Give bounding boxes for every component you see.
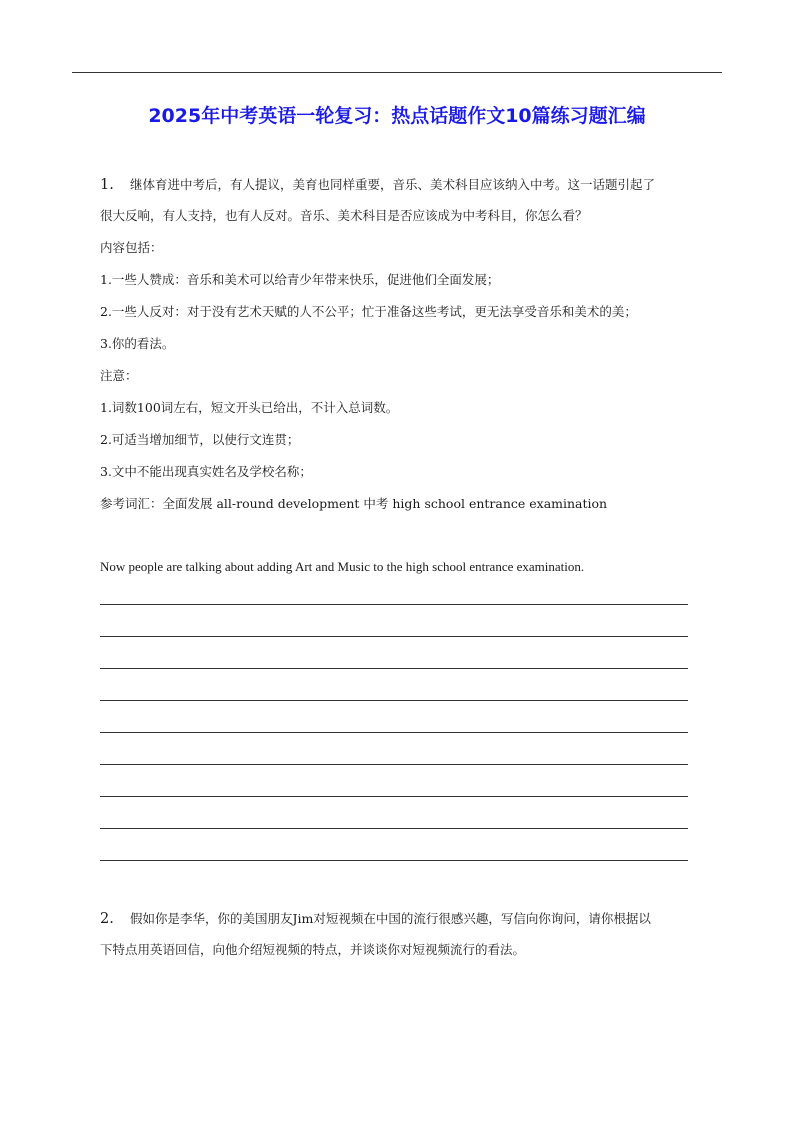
note-2: 2.可适当增加细节，以使行文连贯； [100,432,300,447]
answer-line[interactable] [100,796,688,797]
answer-lines[interactable] [100,604,688,892]
question-1-prompt-line-1: 继体育进中考后，有人提议，美育也同样重要，音乐、美术科目应该纳入中考。这一话题引起了 [130,177,656,192]
content-point-3: 3.你的看法。 [100,336,175,351]
reference-vocabulary: 参考词汇：全面发展 all-round development 中考 high school entrance examination [100,496,608,511]
note-1: 1.词数100词左右，短文开头已给出，不计入总词数。 [100,400,399,415]
answer-line[interactable] [100,604,688,605]
answer-line[interactable] [100,860,688,861]
header-rule [72,72,722,73]
notes-heading: 注意： [100,368,138,383]
question-1-prompt-line-2: 很大反响，有人支持，也有人反对。音乐、美术科目是否应该成为中考科目，你怎么看？ [100,208,588,223]
answer-line[interactable] [100,700,688,701]
answer-line[interactable] [100,668,688,669]
page-title: 2025年中考英语一轮复习：热点话题作文10篇练习题汇编 [148,105,646,127]
question-2-prompt-line-2: 下特点用英语回信，向他介绍短视频的特点，并谈谈你对短视频流行的看法。 [100,942,526,957]
question-2-number: 2. [100,911,114,927]
content-point-2: 2.一些人反对：对于没有艺术天赋的人不公平；忙于准备这些考试，更无法享受音乐和美术的美； [100,304,637,319]
answer-line[interactable] [100,764,688,765]
content-point-1: 1.一些人赞成：音乐和美术可以给青少年带来快乐，促进他们全面发展； [100,272,500,287]
question-1-number: 1. [100,177,114,193]
answer-line[interactable] [100,636,688,637]
content-heading: 内容包括： [100,240,163,255]
note-3: 3.文中不能出现真实姓名及学校名称； [100,464,312,479]
answer-line[interactable] [100,828,688,829]
answer-line[interactable] [100,732,688,733]
essay-opening-sentence: Now people are talking about adding Art and Music to the high school entrance examination. [100,559,585,574]
question-2-prompt-line-1: 假如你是李华，你的美国朋友Jim对短视频在中国的流行很感兴趣，写信向你询问，请你根据以 [130,911,651,926]
